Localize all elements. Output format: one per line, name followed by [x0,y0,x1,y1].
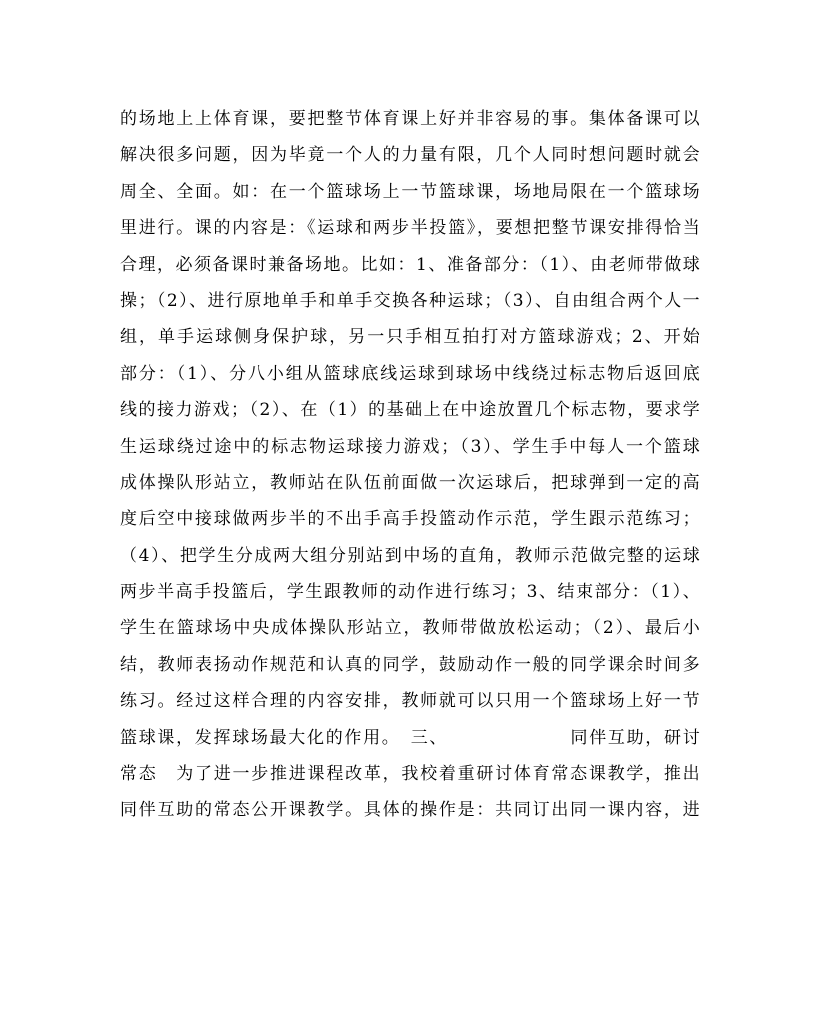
text-line: 里进行。课的内容是：《运球和两步半投篮》，要想把整节课安排得恰当 [120,218,700,239]
text-line: 生运球绕过途中的标志物运球接力游戏；（3）、学生手中每人一个篮球 [120,436,700,457]
text-line: 线的接力游戏；（2）、在（1）的基础上在中途放置几个标志物，要求学 [120,400,700,421]
text-line: 操；（2）、进行原地单手和单手交换各种运球；（3）、自由组合两个人一 [120,290,700,311]
text-line: 部分：（1）、分八小组从篮球底线运球到球场中线绕过标志物后返回底 [120,363,700,384]
text-line: （4）、把学生分成两大组分别站到中场的直角，教师示范做完整的运球 [120,545,700,566]
text-line: 解决很多问题，因为毕竟一个人的力量有限，几个人同时想问题时就会 [120,145,700,166]
text-line: 两步半高手投篮后，学生跟教师的动作进行练习；3、结束部分：（1）、 [120,582,700,603]
text-line: 学生在篮球场中央成体操队形站立，教师带做放松运动；（2）、最后小 [120,618,700,639]
text-line: 组，单手运球侧身保护球，另一只手相互拍打对方篮球游戏；2、开始 [120,327,700,348]
text-line: 结，教师表扬动作规范和认真的同学，鼓励动作一般的同学课余时间多 [120,654,700,675]
text-line: 篮球课，发挥球场最大化的作用。 三、 同伴互助，研讨 [120,727,700,748]
text-line: 度后空中接球做两步半的不出手高手投篮动作示范，学生跟示范练习； [120,509,700,530]
text-line: 合理，必须备课时兼备场地。比如：1、准备部分：（1）、由老师带做球 [120,254,700,275]
text-line: 成体操队形站立，教师站在队伍前面做一次运球后，把球弹到一定的高 [120,472,700,493]
text-line: 周全、全面。如：在一个篮球场上一节篮球课，场地局限在一个篮球场 [120,181,700,202]
text-line: 练习。经过这样合理的内容安排，教师就可以只用一个篮球场上好一节 [120,691,700,712]
text-line: 同伴互助的常态公开课教学。具体的操作是：共同订出同一课内容，进 [120,800,700,821]
text-line: 的场地上上体育课，要把整节体育课上好并非容易的事。集体备课可以 [120,109,700,129]
text-line: 常态 为了进一步推进课程改革，我校着重研讨体育常态课教学，推出 [120,764,700,785]
body-text [120,101,700,829]
